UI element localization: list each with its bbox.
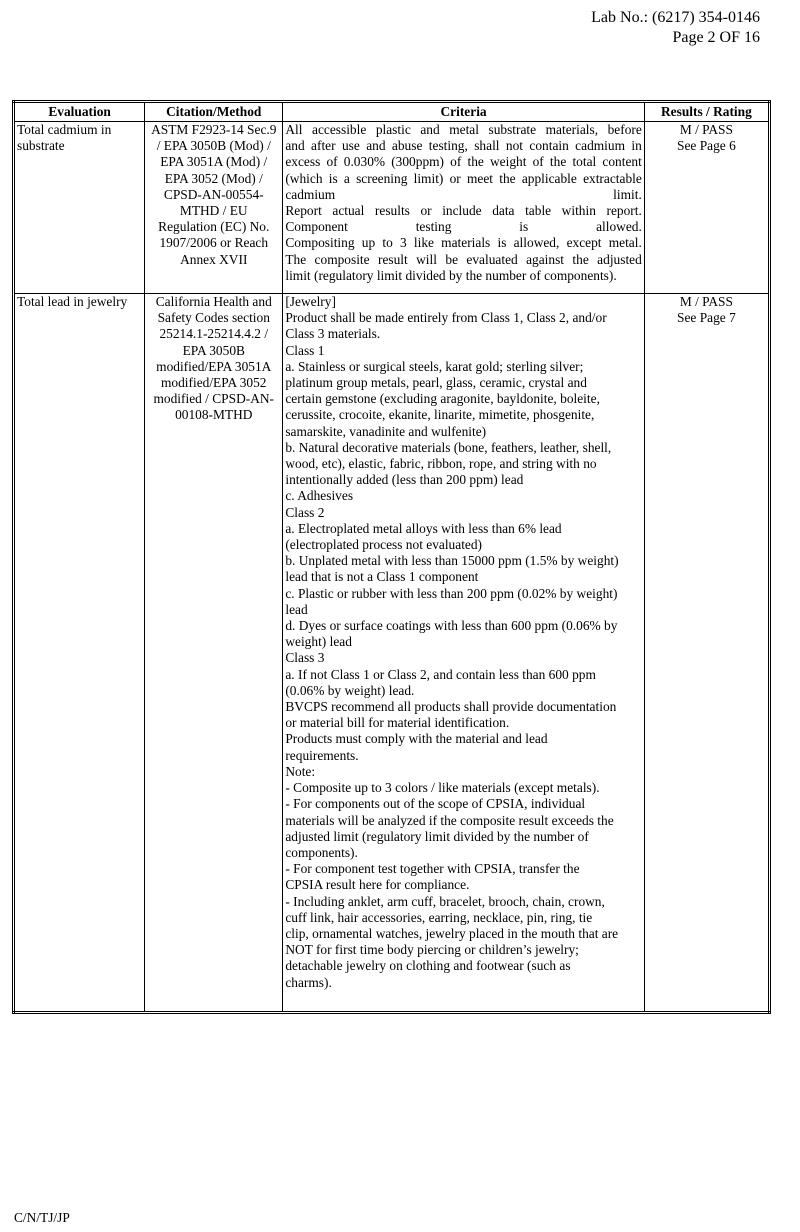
text-line: cuff link, hair accessories, earring, necklace, pin, ring, tie <box>285 909 593 925</box>
text-line: detachable jewelry on clothing and footwear (such as <box>285 958 571 974</box>
text-line: NOT for first time body piercing or children’s jewelry; <box>285 942 579 958</box>
text-line: Class 1 <box>285 342 325 358</box>
text-line: Component testing is allowed. <box>285 219 642 235</box>
result-cell <box>644 294 769 1013</box>
text-line: adjusted limit (regulatory limit divided by the number of <box>285 828 589 844</box>
text-line: EPA 3050B <box>182 342 245 358</box>
text-line: modified / CPSD-AN- <box>153 391 275 407</box>
text-line: modified/EPA 3051A <box>156 358 272 374</box>
evaluation-cell: Total cadmium in substrate <box>14 122 145 294</box>
column-header-criteria: Criteria <box>283 102 644 122</box>
text-line: - Composite up to 3 colors / like materials (except metals). <box>285 780 600 796</box>
text-line: Annex XVII <box>180 251 248 267</box>
evaluation-cell: Total lead in jewelry <box>14 294 145 1013</box>
column-header-results: Results / Rating <box>644 102 769 122</box>
text-line: BVCPS recommend all products shall provide documentation <box>285 699 617 715</box>
text-line: c. Adhesives <box>285 488 354 504</box>
text-line: - For components out of the scope of CPSIA, individual <box>285 796 586 812</box>
text-line: d. Dyes or surface coatings with less than 600 ppm (0.06% by <box>285 618 618 634</box>
text-line: All accessible plastic and metal substrate materials, before <box>285 122 642 137</box>
text-line: lead that is not a Class 1 component <box>285 569 479 585</box>
table-row-cadmium <box>14 122 770 294</box>
column-header-method: Citation/Method <box>145 102 283 122</box>
text-line: (which is a screening limit) or meet the applicable extractable <box>285 170 642 186</box>
result-cell <box>644 122 769 294</box>
text-line: a. If not Class 1 or Class 2, and contain less than 600 ppm <box>285 666 596 682</box>
table-row-lead <box>14 294 770 1013</box>
evaluation-table <box>12 100 771 1014</box>
text-line: EPA 3051A (Mod) / <box>160 154 268 170</box>
text-line: wood, etc), elastic, fabric, ribbon, rope, and string with no <box>285 456 597 472</box>
text-line: Product shall be made entirely from Class 1, Class 2, and/or <box>285 310 607 326</box>
text-line: clip, ornamental watches, jewelry placed in the mouth that are <box>285 925 619 941</box>
text-line: platinum group metals, pearl, glass, ceramic, crystal and <box>285 375 587 391</box>
criteria-cell <box>283 122 644 294</box>
text-line: lead <box>285 601 308 617</box>
text-line: Class 3 <box>285 650 325 666</box>
text-line: / EPA 3050B (Mod) / <box>156 138 271 154</box>
text-line: The composite result will be evaluated against the adjusted <box>285 251 642 267</box>
text-line: (electroplated process not evaluated) <box>285 537 483 553</box>
lab-number: Lab No.: (6217) 354-0146 <box>591 9 760 26</box>
result-rating: M / PASS <box>679 294 733 309</box>
text-line: Regulation (EC) No. <box>158 219 270 235</box>
text-line: weight) lead <box>285 634 352 650</box>
text-line: Class 3 materials. <box>285 326 381 342</box>
text-line: modified/EPA 3052 <box>160 375 267 391</box>
text-line: - Including anklet, arm cuff, bracelet, brooch, chain, crown, <box>285 893 605 909</box>
text-line: or material bill for material identification. <box>285 715 510 731</box>
text-line: Compositing up to 3 like materials is allowed, except metal. <box>285 235 642 251</box>
text-line: cerussite, crocoite, ekanite, linarite, mimetite, phosgenite, <box>285 407 595 423</box>
text-line: Note: <box>285 763 316 779</box>
text-line: cadmium limit. <box>285 186 642 202</box>
text-line: 25214.1-25214.4.2 / <box>159 326 269 342</box>
method-cell <box>145 122 283 294</box>
text-line: Class 2 <box>285 504 325 520</box>
text-line: - For component test together with CPSIA, transfer the <box>285 861 580 877</box>
page-number: Page 2 OF 16 <box>672 29 760 46</box>
text-line: ASTM F2923-14 Sec.9 <box>151 122 277 137</box>
text-line: MTHD / EU <box>179 203 248 219</box>
text-line: certain gemstone (excluding aragonite, bayldonite, boleite, <box>285 391 600 407</box>
text-line: intentionally added (less than 200 ppm) lead <box>285 472 524 488</box>
text-line: charms). <box>285 974 332 990</box>
text-line: and after use and abuse testing, shall not contain cadmium in <box>285 138 642 154</box>
text-line: a. Stainless or surgical steels, karat gold; sterling silver; <box>285 358 584 374</box>
text-line: CPSIA result here for compliance. <box>285 877 470 893</box>
text-line: California Health and <box>155 294 272 309</box>
text-line: excess of 0.030% (300ppm) of the weight of the total content <box>285 154 642 170</box>
text-line: b. Natural decorative materials (bone, feathers, leather, shell, <box>285 439 612 455</box>
text-line: samarskite, vanadinite and wulfenite) <box>285 423 487 439</box>
criteria-cell <box>283 294 644 1013</box>
text-line: b. Unplated metal with less than 15000 ppm (1.5% by weight) <box>285 553 619 569</box>
text-line: EPA 3052 (Mod) / <box>164 170 263 186</box>
text-line: 00108-MTHD <box>175 407 253 423</box>
text-line: Report actual results or include data table within report. <box>285 203 642 219</box>
text-line: c. Plastic or rubber with less than 200 ppm (0.02% by weight) <box>285 585 618 601</box>
text-line: limit (regulatory limit divided by the number of components). <box>285 267 617 283</box>
footer-code: C/N/TJ/JP <box>14 1210 70 1225</box>
text-line: [Jewelry] <box>285 294 336 309</box>
table-header-row <box>14 102 770 122</box>
result-see-page: See Page 7 <box>677 310 736 326</box>
result-see-page: See Page 6 <box>677 138 736 154</box>
method-cell <box>145 294 283 1013</box>
text-line: Safety Codes section <box>157 310 270 326</box>
page-header <box>591 8 760 48</box>
result-rating: M / PASS <box>679 122 733 137</box>
text-line: 1907/2006 or Reach <box>159 235 269 251</box>
text-line: Products must comply with the material and lead <box>285 731 548 747</box>
text-line: (0.06% by weight) lead. <box>285 682 415 698</box>
column-header-evaluation: Evaluation <box>14 102 145 122</box>
text-line: materials will be analyzed if the composite result exceeds the <box>285 812 614 828</box>
text-line: a. Electroplated metal alloys with less than 6% lead <box>285 520 562 536</box>
text-line: requirements. <box>285 747 359 763</box>
text-line: CPSD-AN-00554- <box>163 186 264 202</box>
text-line: components). <box>285 844 358 860</box>
